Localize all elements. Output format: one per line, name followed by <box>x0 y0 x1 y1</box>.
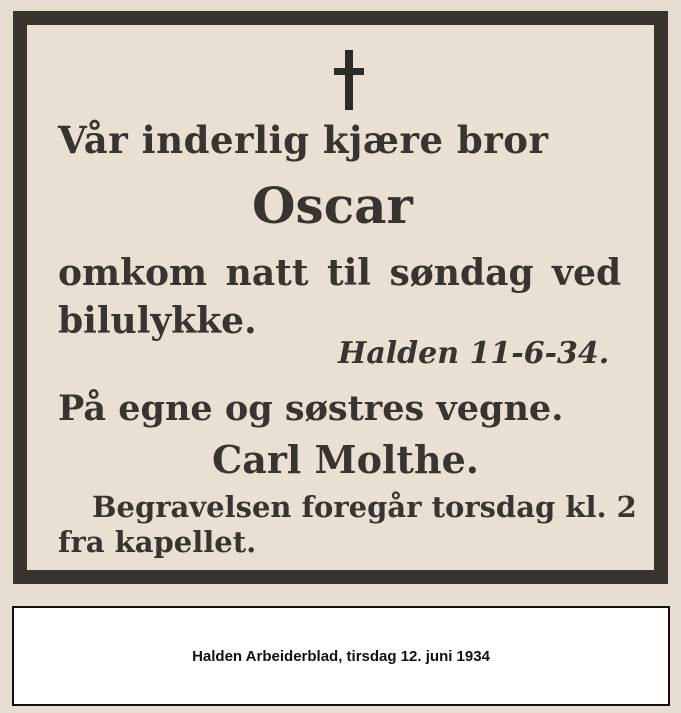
caption-text: Halden Arbeiderblad, tirsdag 12. juni 1934 <box>192 647 490 665</box>
funeral-info: Begravelsen foregår torsdag kl. 2 <box>92 490 637 524</box>
death-line-cont: bilulykke. <box>58 300 257 342</box>
deceased-name: Oscar <box>252 176 413 235</box>
signer-name: Carl Molthe. <box>212 437 479 482</box>
cross-icon <box>334 50 364 110</box>
intro-line: Vår inderlig kjære bror <box>58 118 549 162</box>
place-date: Halden 11-6-34. <box>338 336 610 371</box>
source-caption <box>12 606 670 706</box>
funeral-info-cont: fra kapellet. <box>58 525 257 559</box>
death-line: omkom natt til søndag ved <box>58 252 622 294</box>
family-line: På egne og søstres vegne. <box>58 388 564 429</box>
